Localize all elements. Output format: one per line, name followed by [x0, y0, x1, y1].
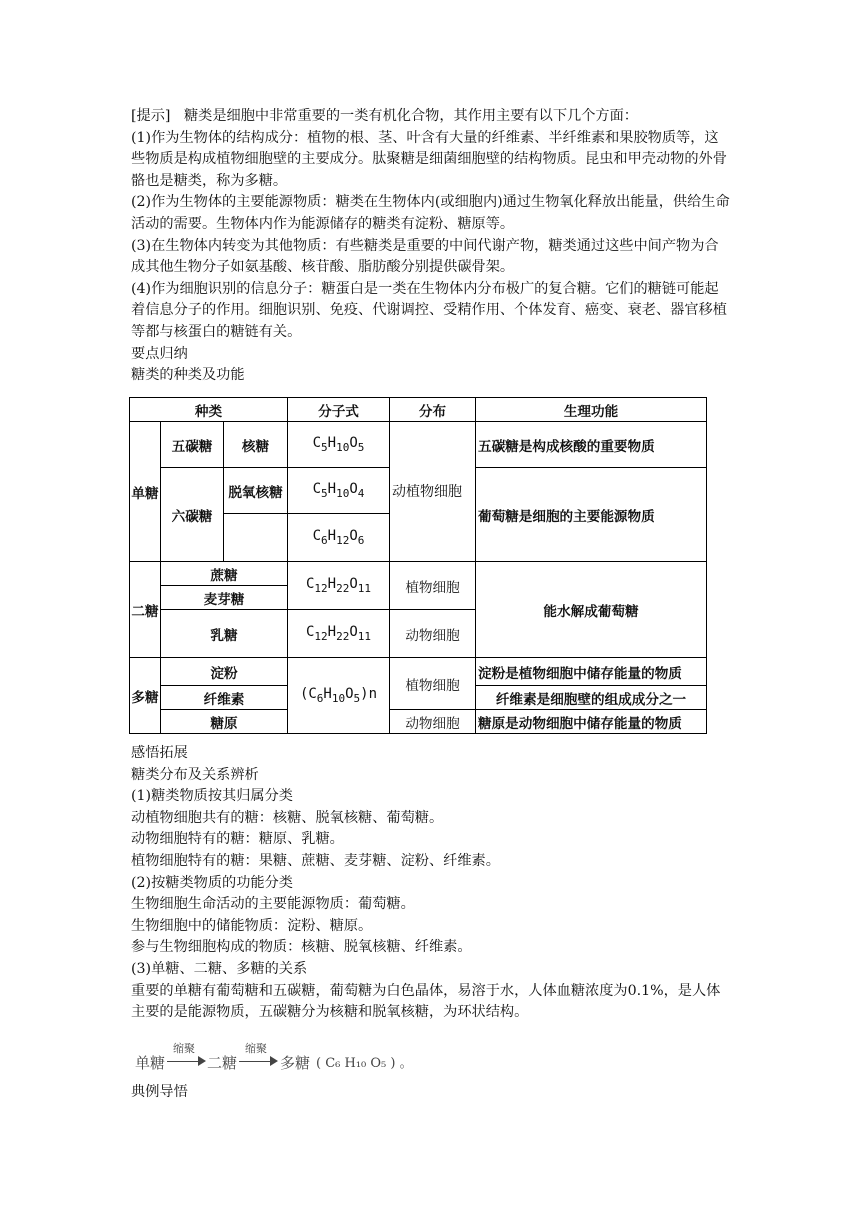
extension-line: 动物细胞特有的糖：糖原、乳糖。	[131, 831, 344, 848]
polymerization-equation	[135, 1040, 435, 1076]
formula-sucrose: $C_{12}H_{22}O_{11}$	[288, 562, 390, 610]
sugar-table	[129, 397, 707, 734]
formula-glucose: $C_6H_{12}O_6$	[288, 514, 390, 562]
cell-dist-plant2: 植物细胞	[390, 658, 476, 710]
cell-deoxyribose: 脱氧核糖	[224, 468, 288, 514]
formula-lactose: $C_{12}H_{22}O_{11}$	[288, 610, 390, 658]
cell-func-pentose: 五碳糖是构成核酸的重要物质	[476, 422, 707, 468]
extension-line: 生物细胞生命活动的主要能源物质：葡萄糖。	[131, 896, 415, 913]
eq-formula: ( C₆ H₁₀ O₅ ) 。	[316, 1056, 413, 1071]
cell-maltose: 麦芽糖	[161, 586, 288, 610]
table-row	[130, 422, 707, 468]
cell-dist-animal: 动物细胞	[390, 610, 476, 658]
point-1: (1)作为生物体的结构成分：植物的根、茎、叶含有大量的纤维素、半纤维素和果胶物质等，这些物质是构成植物细胞壁的主要成分。肽聚糖是细菌细胞壁的结构物质。昆虫和甲壳动物的外骨骼也是糖类，称为多糖。	[131, 129, 727, 189]
arrow-icon	[167, 1061, 200, 1062]
section-key-points: 要点归纳	[131, 345, 188, 362]
extension-line: (1)糖类物质按其归属分类	[131, 788, 293, 805]
cell-dist-plant: 植物细胞	[390, 562, 476, 610]
extension-line: 动植物细胞共有的糖：核糖、脱氧核糖、葡萄糖。	[131, 809, 444, 826]
extension-line: (2)按糖类物质的功能分类	[131, 874, 293, 891]
hint-paragraph	[131, 106, 731, 128]
cell-starch: 淀粉	[161, 658, 288, 686]
arrow-icon	[239, 1061, 272, 1062]
extension-subtitle: 糖类分布及关系辨析	[131, 766, 259, 783]
eq-cap2: 缩聚	[245, 1042, 267, 1055]
extension-line: 植物细胞特有的糖：果糖、蔗糖、麦芽糖、淀粉、纤维素。	[131, 852, 500, 869]
eq-poly: 多糖	[280, 1054, 311, 1072]
extension-line: 参与生物细胞构成的物质：核糖、脱氧核糖、纤维素。	[131, 939, 472, 956]
table-header-row	[130, 398, 707, 422]
table-row	[130, 658, 707, 686]
arrow-head-icon	[198, 1056, 206, 1066]
cell-func-di: 能水解成葡萄糖	[476, 562, 707, 658]
cell-dist-animal-plant: 动植物细胞	[390, 422, 476, 562]
extension-line: 重要的单糖有葡萄糖和五碳糖，葡萄糖为白色晶体，易溶于水，人体血糖浓度为0.1%，是人体主要的是能源物质，五碳糖分为核糖和脱氧核糖，为环状结构。	[131, 982, 721, 1021]
cell-dist-animal2: 动物细胞	[390, 710, 476, 734]
cell-empty	[224, 514, 288, 562]
header-formula: 分子式	[288, 398, 390, 422]
cell-di: 二糖	[130, 562, 161, 658]
cell-mono: 单糖	[130, 422, 161, 562]
eq-cap1: 缩聚	[173, 1042, 195, 1055]
cell-glycogen: 糖原	[161, 710, 288, 734]
formula-ribose: $C_5H_{10}O_5$	[288, 422, 390, 468]
cell-pentose: 五碳糖	[161, 422, 224, 468]
extension-section	[131, 743, 731, 1024]
table-row	[130, 562, 707, 586]
hint-text: 糖类是细胞中非常重要的一类有机化合物，其作用主要有以下几个方面：	[183, 108, 638, 124]
point-2: (2)作为生物体的主要能源物质：糖类在生物体内(或细胞内)通过生物氧化释放出能量，供给生命活动的需要。生物体内作为能源储存的糖类有淀粉、糖原等。	[131, 194, 730, 232]
table-row	[130, 710, 707, 734]
point-4: (4)作为细胞识别的信息分子：糖蛋白是一类在生物体内分布极广的复合糖。它们的糖链可能起着信息分子的作用。细胞识别、免疫、代谢调控、受精作用、个体发育、癌变、衰老、器官移植等都与核蛋白的糖链有关。	[131, 280, 727, 340]
eq-di: 二糖	[207, 1054, 238, 1072]
cell-lactose: 乳糖	[161, 610, 288, 658]
cell-func-starch: 淀粉是植物细胞中储存能量的物质	[476, 658, 707, 686]
example-heading: 典例导悟	[131, 1084, 188, 1100]
section-table-title: 糖类的种类及功能	[131, 367, 245, 384]
formula-deoxyribose: $C_5H_{10}O_4$	[288, 468, 390, 514]
extension-line: 生物细胞中的储能物质：淀粉、糖原。	[131, 917, 373, 934]
intro-section	[131, 106, 731, 387]
cell-func-glycogen: 糖原是动物细胞中储存能量的物质	[476, 710, 707, 734]
extension-line: (3)单糖、二糖、多糖的关系	[131, 960, 308, 977]
formula-poly: $(C_6H_{10}O_5)n$	[288, 658, 390, 734]
extension-title: 感悟拓展	[131, 745, 188, 761]
header-kind: 种类	[130, 398, 288, 422]
cell-poly: 多糖	[130, 658, 161, 734]
hint-label: [提示]	[131, 108, 171, 124]
arrow-head-icon	[270, 1056, 278, 1066]
point-3: (3)在生物体内转变为其他物质：有些糖类是重要的中间代谢产物，糖类通过这些中间产物为合成其他生物分子如氨基酸、核苷酸、脂肪酸分别提供碳骨架。	[131, 237, 719, 276]
cell-ribose: 核糖	[224, 422, 288, 468]
sugar-table-wrap	[129, 397, 706, 741]
cell-func-cellulose: 纤维素是细胞壁的组成成分之一	[476, 686, 707, 710]
cell-cellulose: 纤维素	[161, 686, 288, 710]
header-function: 生理功能	[476, 398, 707, 422]
cell-func-glucose: 葡萄糖是细胞的主要能源物质	[476, 468, 707, 562]
eq-mono: 单糖	[135, 1054, 166, 1072]
cell-hexose: 六碳糖	[161, 468, 224, 562]
cell-sucrose: 蔗糖	[161, 562, 288, 586]
header-distribution: 分布	[390, 398, 476, 422]
